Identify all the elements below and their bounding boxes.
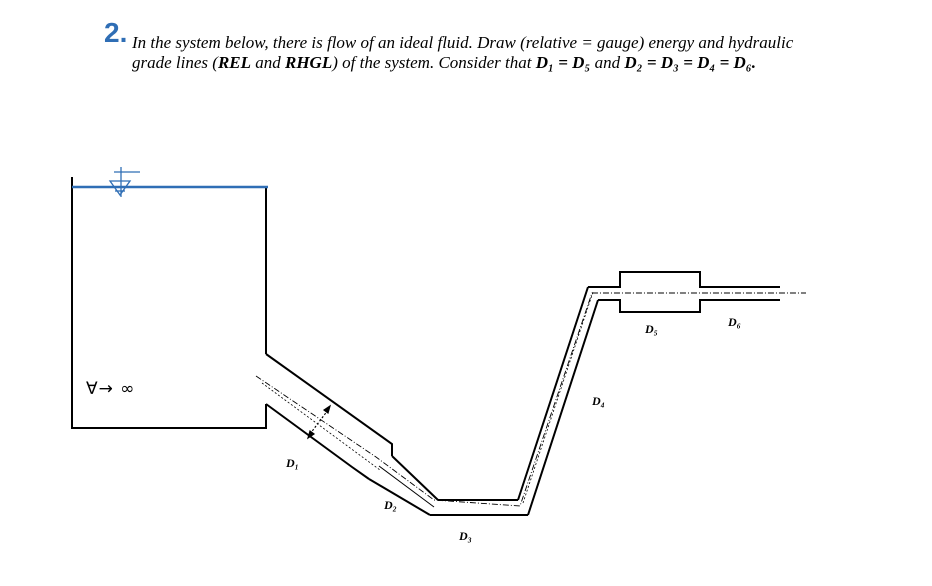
reservoir-volume-label: ∀→ ∞ <box>86 379 136 399</box>
pipe-d1 <box>266 354 392 479</box>
label-d1: D₁ <box>286 456 299 470</box>
label-d3: D₃ <box>459 529 472 543</box>
pipe-d2 <box>369 456 438 515</box>
statement-line-1: In the system below, there is flow of an ideal fluid. Draw (relative = gauge) energy and hydraulic <box>132 33 794 52</box>
label-d5: D₅ <box>645 322 658 336</box>
label-d6: D₆ <box>728 315 741 329</box>
label-d4: D₄ <box>592 394 605 408</box>
pipe-d5 <box>588 272 780 312</box>
pipe-d4 <box>518 287 598 515</box>
pipe-centerline <box>256 293 806 506</box>
label-d2: D₂ <box>384 498 397 512</box>
pipe-d3 <box>430 500 528 515</box>
d1-dimension-arrow <box>308 406 330 438</box>
problem-number: 2. <box>104 17 128 48</box>
pipe-inner-dashes <box>262 292 593 503</box>
water-level-symbol <box>110 167 140 197</box>
statement-line-2: grade lines (REL and RHGL) of the system. Consider that D₁ = D₅ and D₂ = D₃ = D₄ = D₆. <box>132 53 756 72</box>
